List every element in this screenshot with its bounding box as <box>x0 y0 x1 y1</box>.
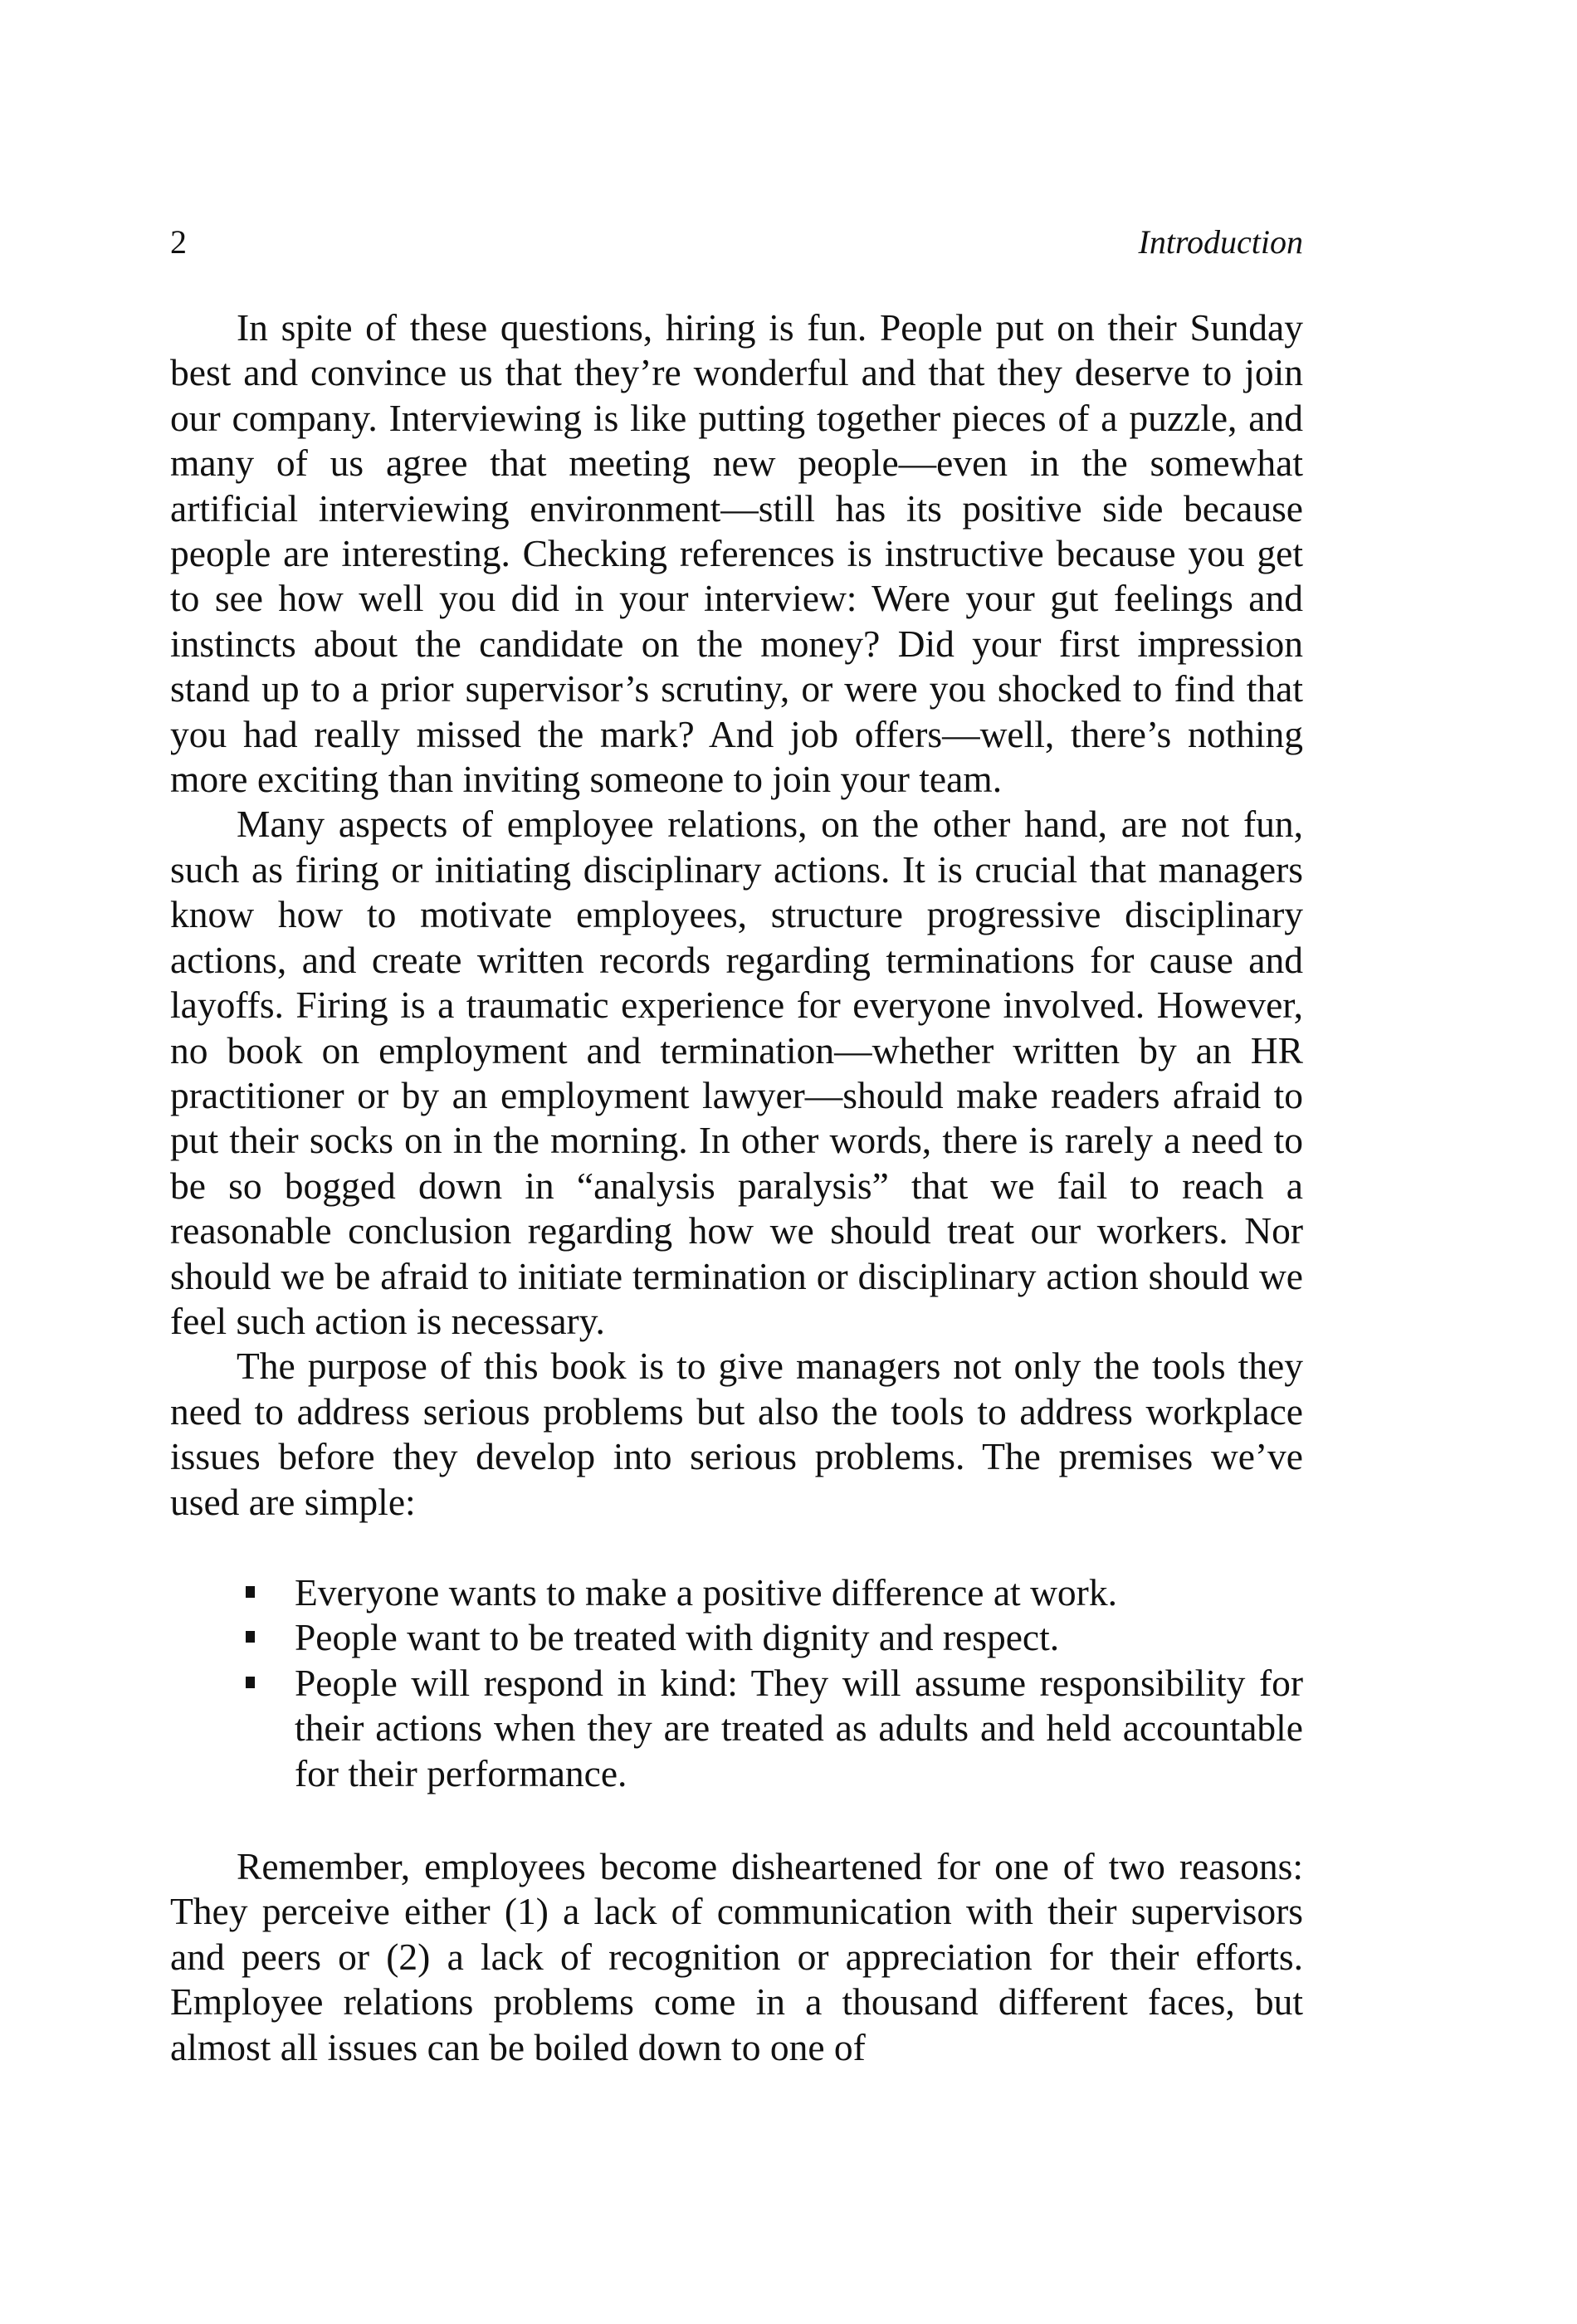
premise-text: People will respond in kind: They will assume responsibility for their actions when they are treated as adults and held accountable for their performance. <box>295 1661 1303 1794</box>
square-bullet-icon <box>246 1677 255 1688</box>
paragraph-employee-relations: Many aspects of employee relations, on the other hand, are not fun, such as firing or initiating disciplinary actions. It is crucial that managers know how to motivate employees, structure progressive disciplinary actions, and create written records regarding terminations for cause and layoffs. Firing is a traumatic experience for everyone involved. However, no book on employment and termination—whether written by an HR practitioner or by an employment lawyer—should make readers afraid to put their socks on in the morning. In other words, there is rarely a need to be so bogged down in “analysis paralysis” that we fail to reach a reasonable conclusion regarding how we should treat our workers. Nor should we be afraid to initiate termination or disciplinary action should we feel such action is necessary. <box>170 803 1303 1342</box>
section-title: Introduction <box>1138 223 1303 261</box>
paragraph-book-purpose: The purpose of this book is to give managers not only the tools they need to address serious problems but also the tools to address workplace issues before they develop into serious problems. The premises we’ve used are simple: <box>170 1345 1303 1523</box>
square-bullet-icon <box>246 1586 255 1598</box>
premises-list <box>170 1570 1303 1796</box>
running-head <box>170 217 1303 267</box>
premise-text: Everyone wants to make a positive difference at work. <box>295 1570 1117 1614</box>
paragraph-closing: Remember, employees become disheartened for one of two reasons: They perceive either (1) a lack of communication with their supervisors and peers or (2) a lack of recognition or appreciation for their efforts. Employee relations problems come in a thousand different faces, but almost all issues can be boiled down to one of <box>170 1845 1303 2068</box>
list-item <box>295 1661 1303 1796</box>
list-item <box>295 1570 1303 1615</box>
body-text <box>170 305 1303 2070</box>
paragraph-hiring-is-fun: In spite of these questions, hiring is fun. People put on their Sunday best and convince us that they’re wonderful and that they deserve to join our company. Interviewing is like putting together pieces of a puzzle, and many of us agree that meeting new people—even in the somewhat artificial interviewing environment—still has its positive side because people are interesting. Checking references is instructive because you get to see how well you did in your interview: Were your gut feelings and instincts about the candidate on the money? Did your first impression stand up to a prior supervisor’s scrutiny, or were you shocked to find that you had really missed the mark? And job offers—well, there’s nothing more exciting than inviting someone to join your team. <box>170 306 1303 801</box>
list-item <box>295 1615 1303 1660</box>
premise-text: People want to be treated with dignity and respect. <box>295 1616 1060 1659</box>
page-number: 2 <box>170 223 187 261</box>
square-bullet-icon <box>246 1631 255 1643</box>
